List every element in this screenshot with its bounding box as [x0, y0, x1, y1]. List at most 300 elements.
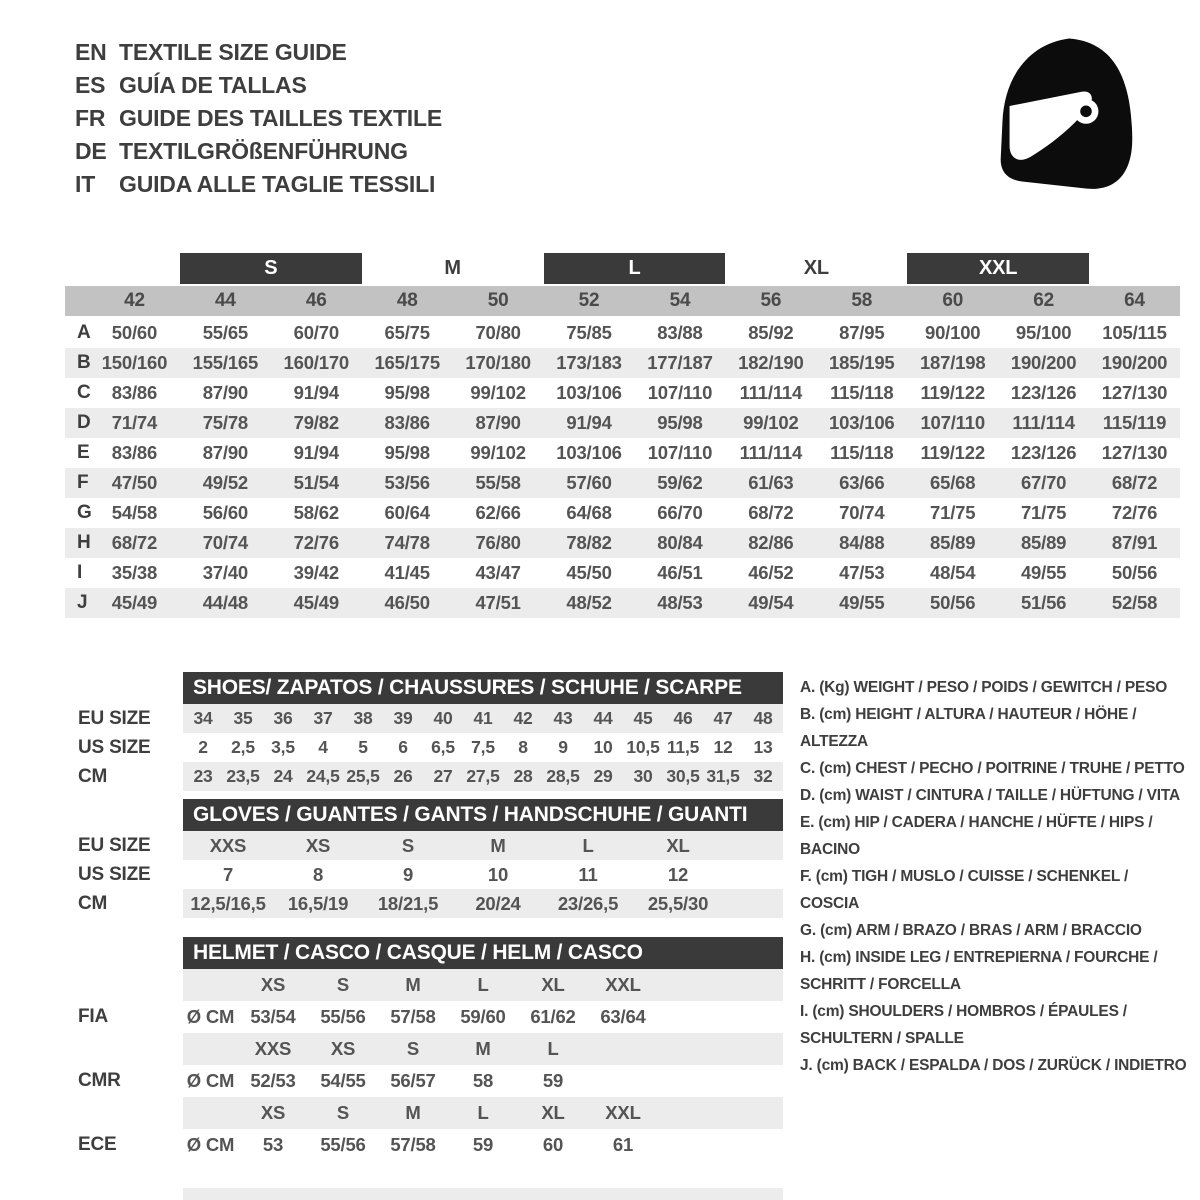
size-cell: L [477, 974, 489, 995]
value-cell: 70/74 [202, 532, 249, 553]
value-cell: 123/126 [1010, 382, 1077, 403]
value-cell: 56/57 [390, 1070, 436, 1091]
value-cell: 30,5 [666, 766, 700, 786]
value-cell: 107/110 [920, 412, 985, 433]
language-row [75, 168, 442, 201]
size-cell: S [336, 974, 350, 995]
spacer [65, 799, 183, 831]
value-cell: 165/175 [374, 352, 440, 373]
value-cell: 8 [312, 863, 324, 885]
value-cell: 115/119 [1102, 412, 1167, 433]
gloves-table-body [65, 831, 785, 918]
row-header: EU SIZE [78, 707, 151, 729]
value-cell: 37 [313, 708, 333, 728]
value-cell: 31,5 [706, 766, 740, 786]
value-cell: 59 [542, 1070, 564, 1091]
size-cell: M [475, 1038, 491, 1059]
size-cell: XXL [605, 974, 641, 995]
value-cell: 111/114 [1012, 412, 1075, 433]
value-cell: 59/62 [657, 472, 703, 493]
value-cell: 47 [713, 708, 733, 728]
value-cell: 99/102 [470, 442, 526, 463]
value-cell: 177/187 [647, 352, 713, 373]
value-cell: 48/53 [657, 592, 703, 613]
standard-label: FIA [78, 1006, 109, 1027]
filler-cell [658, 1129, 783, 1161]
value-cell: S [401, 834, 415, 856]
value-cell: 62/66 [475, 502, 521, 523]
language-label: GUÍA DE TALLAS [119, 72, 307, 98]
helmet-value-row [65, 1001, 785, 1033]
value-cell: 34 [193, 708, 213, 728]
row-values [183, 704, 783, 733]
value-cell: 9 [402, 863, 414, 885]
helmet-size-table [65, 937, 785, 1161]
row-label: F [77, 472, 89, 493]
value-cell: 45/49 [111, 592, 158, 613]
value-cell: 23,5 [226, 766, 260, 786]
size-cell: M [405, 974, 421, 995]
helmet-table-body [65, 969, 785, 1161]
value-cell: 150/160 [101, 352, 168, 373]
value-cell: 41 [473, 708, 493, 728]
value-cell: 105/115 [1102, 322, 1167, 343]
value-cell: XL [666, 834, 690, 856]
value-cell: 30 [633, 766, 653, 786]
value-cell: 190/200 [1010, 352, 1077, 373]
unit-cell: Ø CM [186, 1070, 235, 1091]
language-code: FR [75, 105, 106, 131]
size-cell: XL [541, 1102, 565, 1123]
textile-size-table [65, 253, 1180, 618]
value-cell: XXS [209, 834, 247, 856]
row-header [65, 1033, 183, 1065]
size-cell: L [477, 1102, 489, 1123]
row-values [183, 889, 783, 918]
value-cell: 103/106 [556, 382, 622, 403]
value-cell: 58/62 [293, 502, 339, 523]
row-values [183, 831, 783, 860]
value-cell: 11 [578, 863, 598, 885]
value-cell: 68/72 [111, 532, 158, 553]
standard-label: CMR [78, 1070, 121, 1091]
language-code: ES [75, 72, 106, 98]
value-cell: 7 [222, 863, 234, 885]
row-header [65, 1097, 183, 1129]
gloves-size-table [65, 799, 785, 918]
size-cell: XXL [605, 1102, 641, 1123]
size-band-row [65, 253, 1180, 284]
value-cell: 48/54 [930, 562, 976, 583]
value-cell: 39 [393, 708, 413, 728]
value-cell: 119/122 [920, 442, 985, 463]
column-header: 62 [1033, 290, 1054, 311]
value-cell: 4 [318, 737, 328, 757]
value-cell: 67/70 [1020, 472, 1067, 493]
value-cell: 111/114 [739, 442, 803, 463]
legend-item: E. (cm) HIP / CADERA / HANCHE / HÜFTE / HIPS / BACINO [800, 814, 1153, 858]
column-header: 54 [669, 290, 691, 311]
language-label: TEXTILE SIZE GUIDE [119, 39, 347, 65]
value-cell: 87/91 [1111, 532, 1158, 553]
column-header: 46 [305, 290, 327, 311]
value-cell: 45 [633, 708, 653, 728]
numeric-size-header-row [65, 286, 1180, 316]
language-label: GUIDA ALLE TAGLIE TESSILI [119, 171, 436, 197]
row-label: E [77, 442, 90, 463]
filler-cell [658, 1097, 783, 1129]
language-code: IT [75, 171, 96, 197]
value-cell: 42 [513, 708, 533, 728]
value-cell: 46/50 [384, 592, 430, 613]
size-cell: XXS [254, 1038, 292, 1059]
value-cell: 160/170 [283, 352, 350, 373]
size-cell: XS [330, 1038, 356, 1059]
size-band-xxl: XXL [907, 253, 1089, 284]
value-cell: 85/89 [1020, 532, 1067, 553]
value-cell: L [582, 834, 594, 856]
value-cell: 71/75 [930, 502, 976, 523]
size-cell: XS [260, 1102, 286, 1123]
value-cell: 46 [673, 708, 693, 728]
row-label: H [77, 532, 91, 553]
row-values [183, 1129, 783, 1161]
column-header: 50 [487, 290, 509, 311]
value-cell: 57/58 [390, 1134, 436, 1155]
value-cell: 10 [487, 863, 509, 885]
language-label: TEXTILGRÖßENFÜHRUNG [119, 138, 408, 164]
value-cell: 63/64 [600, 1006, 646, 1027]
value-cell: 2 [198, 737, 208, 757]
unit-cell [183, 1097, 238, 1129]
value-cell: 56/60 [202, 502, 249, 523]
value-cell: 5 [358, 737, 368, 757]
row-values [183, 1065, 783, 1097]
size-row [65, 860, 785, 889]
helmet-size-label-row [65, 969, 785, 1001]
value-cell: 65/75 [384, 322, 430, 343]
value-cell: 25,5 [346, 766, 380, 786]
unit-cell: Ø CM [186, 1134, 235, 1155]
size-band-m: M [444, 257, 461, 279]
value-cell: 49/52 [202, 472, 249, 493]
table-row [65, 318, 1180, 348]
value-cell: 54/55 [320, 1070, 366, 1091]
size-cell: XS [260, 974, 286, 995]
legend-item: G. (cm) ARM / BRAZO / BRAS / ARM / BRACCIO [800, 922, 1142, 939]
value-cell: 55/56 [320, 1134, 366, 1155]
value-cell: 71/74 [111, 412, 158, 433]
value-cell: 75/85 [566, 322, 612, 343]
helmet-value-row [65, 1129, 785, 1161]
filler-cell [658, 1065, 783, 1097]
value-cell: 60 [542, 1134, 564, 1155]
size-row [65, 762, 785, 791]
value-cell: 80/84 [657, 532, 703, 553]
value-cell: 51/54 [293, 472, 339, 493]
value-cell: 103/106 [829, 412, 895, 433]
value-cell: 87/90 [202, 382, 249, 403]
row-label: B [77, 352, 91, 373]
value-cell: 72/76 [293, 532, 339, 553]
value-cell: 52/58 [1111, 592, 1158, 613]
size-row [65, 831, 785, 860]
language-label: GUIDE DES TAILLES TEXTILE [119, 105, 442, 131]
value-cell: 90/100 [925, 322, 981, 343]
value-cell: 87/90 [202, 442, 249, 463]
table-row [65, 468, 1180, 498]
value-cell: 24 [273, 766, 293, 786]
value-cell: 76/80 [475, 532, 521, 553]
value-cell: 70/74 [839, 502, 885, 523]
value-cell: 10,5 [626, 737, 660, 757]
shoes-table-title: SHOES/ ZAPATOS / CHAUSSURES / SCHUHE / SCARPE [183, 672, 783, 704]
filler-cell [658, 1001, 783, 1033]
value-cell: 8 [518, 737, 528, 757]
value-cell: 27 [433, 766, 453, 786]
value-cell: 27,5 [466, 766, 500, 786]
table-row [65, 408, 1180, 438]
spacer [65, 672, 183, 704]
value-cell: 25,5/30 [647, 892, 709, 914]
value-cell: 20/24 [475, 892, 521, 914]
value-cell: 52/53 [250, 1070, 296, 1091]
value-cell: 79/82 [293, 412, 339, 433]
value-cell: 99/102 [743, 412, 799, 433]
value-cell: 63/66 [839, 472, 885, 493]
value-cell: 35/38 [111, 562, 158, 583]
value-cell: 99/102 [470, 382, 526, 403]
value-cell: 61/62 [530, 1006, 576, 1027]
value-cell: 29 [593, 766, 613, 786]
row-header: US SIZE [78, 736, 151, 758]
value-cell: 32 [753, 766, 773, 786]
value-cell: 127/130 [1101, 442, 1168, 463]
value-cell: 55/56 [320, 1006, 366, 1027]
column-header: 60 [942, 290, 964, 311]
value-cell: M [490, 834, 506, 856]
value-cell [588, 1065, 658, 1097]
value-cell: 47/51 [475, 592, 521, 613]
size-cell: M [405, 1102, 421, 1123]
value-cell: 115/118 [830, 442, 894, 463]
value-cell: 51/56 [1020, 592, 1067, 613]
table-row [65, 438, 1180, 468]
value-cell: 115/118 [830, 382, 894, 403]
value-cell: 57/58 [390, 1006, 436, 1027]
value-cell: 12 [713, 737, 733, 757]
value-cell: 50/56 [930, 592, 976, 613]
column-header: 52 [578, 290, 600, 311]
row-values [183, 733, 783, 762]
table-row [65, 588, 1180, 618]
value-cell: 11,5 [666, 737, 700, 757]
legend-item: A. (Kg) WEIGHT / PESO / POIDS / GEWITCH / PESO [800, 679, 1168, 696]
row-values [183, 1001, 783, 1033]
column-header: 64 [1124, 290, 1145, 311]
value-cell: 9 [558, 737, 568, 757]
legend-item: C. (cm) CHEST / PECHO / POITRINE / TRUHE / PETTO [800, 760, 1185, 777]
value-cell: 75/78 [202, 412, 249, 433]
size-row [65, 704, 785, 733]
value-cell: 91/94 [293, 382, 339, 403]
legend-item: F. (cm) TIGH / MUSLO / CUISSE / SCHENKEL / COSCIA [800, 868, 1129, 912]
value-cell: 66/70 [657, 502, 703, 523]
value-cell: 46/52 [748, 562, 794, 583]
value-cell: 107/110 [647, 382, 713, 403]
shoes-size-table [65, 672, 785, 791]
value-cell: 16,5/19 [287, 892, 349, 914]
value-cell: 83/86 [384, 412, 430, 433]
value-cell: 6 [398, 737, 408, 757]
value-cell: 57/60 [566, 472, 612, 493]
value-cell: 119/122 [920, 382, 985, 403]
language-row [75, 36, 442, 69]
value-cell: 28,5 [546, 766, 580, 786]
value-cell: 36 [273, 708, 293, 728]
value-cell: 49/55 [839, 592, 885, 613]
racing-helmet-icon [982, 28, 1142, 200]
value-cell: 173/183 [556, 352, 622, 373]
value-cell: 13 [753, 737, 773, 757]
size-row [65, 889, 785, 918]
value-cell: 68/72 [1111, 472, 1158, 493]
value-cell: 61/63 [748, 472, 794, 493]
value-cell: 91/94 [293, 442, 339, 463]
unit-cell [183, 1033, 238, 1065]
value-cell: 12 [667, 863, 689, 885]
row-header [65, 969, 183, 1001]
row-header: EU SIZE [78, 834, 151, 856]
value-cell: 53/56 [384, 472, 430, 493]
value-cell: 10 [593, 737, 613, 757]
value-cell: 39/42 [293, 562, 339, 583]
row-values [183, 762, 783, 791]
value-cell: 68/72 [748, 502, 794, 523]
value-cell: 91/94 [566, 412, 612, 433]
unit-cell: Ø CM [186, 1006, 235, 1027]
value-cell: 95/98 [384, 382, 430, 403]
value-cell: 26 [393, 766, 413, 786]
value-cell: 24,5 [306, 766, 340, 786]
value-cell: 123/126 [1010, 442, 1077, 463]
size-cell: S [336, 1102, 350, 1123]
value-cell: 55/58 [475, 472, 521, 493]
legend-item: J. (cm) BACK / ESPALDA / DOS / ZURÜCK / INDIETRO [800, 1057, 1187, 1074]
row-label: J [77, 592, 88, 613]
column-header: 42 [124, 290, 145, 311]
value-cell: 82/86 [748, 532, 794, 553]
value-cell: 23 [193, 766, 213, 786]
value-cell: 2,5 [231, 737, 255, 757]
value-cell: 35 [233, 708, 253, 728]
row-header: CM [78, 892, 108, 914]
value-cell: 53 [262, 1134, 284, 1155]
size-row [65, 733, 785, 762]
value-cell: 59 [472, 1134, 494, 1155]
value-cell: 40 [433, 708, 453, 728]
value-cell: 74/78 [384, 532, 430, 553]
size-cell [588, 1033, 658, 1065]
value-cell: 187/198 [919, 352, 986, 373]
value-cell: 127/130 [1101, 382, 1168, 403]
value-cell: 87/90 [475, 412, 521, 433]
value-cell: 83/88 [657, 322, 703, 343]
language-title-block [75, 36, 442, 201]
value-cell: 50/60 [111, 322, 158, 343]
value-cell: 190/200 [1101, 352, 1168, 373]
value-cell: XS [305, 834, 331, 856]
row-sizes [183, 1097, 783, 1129]
filler-cell [658, 1033, 783, 1065]
lower-tables [65, 672, 785, 1161]
value-cell: 83/86 [111, 382, 158, 403]
language-row [75, 135, 442, 168]
value-cell: 70/80 [475, 322, 521, 343]
value-cell: 54/58 [111, 502, 158, 523]
size-cell: S [406, 1038, 420, 1059]
value-cell: 41/45 [384, 562, 430, 583]
value-cell: 95/98 [657, 412, 703, 433]
value-cell: 48/52 [566, 592, 612, 613]
value-cell: 46/51 [657, 562, 703, 583]
value-cell: 44 [593, 708, 613, 728]
row-label: A [77, 322, 91, 343]
value-cell: 7,5 [471, 737, 495, 757]
column-header: 56 [760, 290, 782, 311]
value-cell: 49/55 [1020, 562, 1067, 583]
value-cell: 65/68 [930, 472, 976, 493]
corner-cell [65, 286, 89, 316]
value-cell: 38 [353, 708, 373, 728]
gloves-table-title: GLOVES / GUANTES / GANTS / HANDSCHUHE / GUANTI [183, 799, 783, 831]
unit-cell [183, 969, 238, 1001]
row-sizes [183, 969, 783, 1001]
helmet-table-title: HELMET / CASCO / CASQUE / HELM / CASCO [183, 937, 783, 969]
size-cell: XL [541, 974, 565, 995]
value-cell: 43 [553, 708, 573, 728]
value-cell: 6,5 [431, 737, 455, 757]
row-label: G [77, 502, 92, 523]
legend-item: I. (cm) SHOULDERS / HOMBROS / ÉPAULES / SCHULTERN / SPALLE [800, 1003, 1127, 1047]
legend-item: B. (cm) HEIGHT / ALTURA / HAUTEUR / HÖHE / ALTEZZA [800, 706, 1137, 750]
helmet-size-label-row [65, 1097, 785, 1129]
value-cell: 85/92 [748, 322, 794, 343]
value-cell: 83/86 [111, 442, 158, 463]
value-cell: 50/56 [1111, 562, 1158, 583]
value-cell: 107/110 [647, 442, 713, 463]
value-cell: 44/48 [202, 592, 249, 613]
value-cell: 60/64 [384, 502, 430, 523]
value-cell: 71/75 [1020, 502, 1067, 523]
row-values [183, 860, 783, 889]
value-cell: 87/95 [839, 322, 885, 343]
standard-label: ECE [78, 1134, 117, 1155]
value-cell: 95/100 [1015, 322, 1072, 343]
value-cell: 64/68 [566, 502, 612, 523]
value-cell: 78/82 [566, 532, 612, 553]
legend-item: D. (cm) WAIST / CINTURA / TAILLE / HÜFTUNG / VITA [800, 787, 1180, 804]
filler-cell [658, 969, 783, 1001]
value-cell: 37/40 [202, 562, 249, 583]
value-cell: 28 [513, 766, 533, 786]
value-cell: 23/26,5 [557, 892, 619, 914]
value-cell: 18/21,5 [377, 892, 439, 914]
table-row [65, 558, 1180, 588]
row-sizes [183, 1033, 783, 1065]
value-cell: 59/60 [460, 1006, 506, 1027]
value-cell: 111/114 [739, 382, 803, 403]
